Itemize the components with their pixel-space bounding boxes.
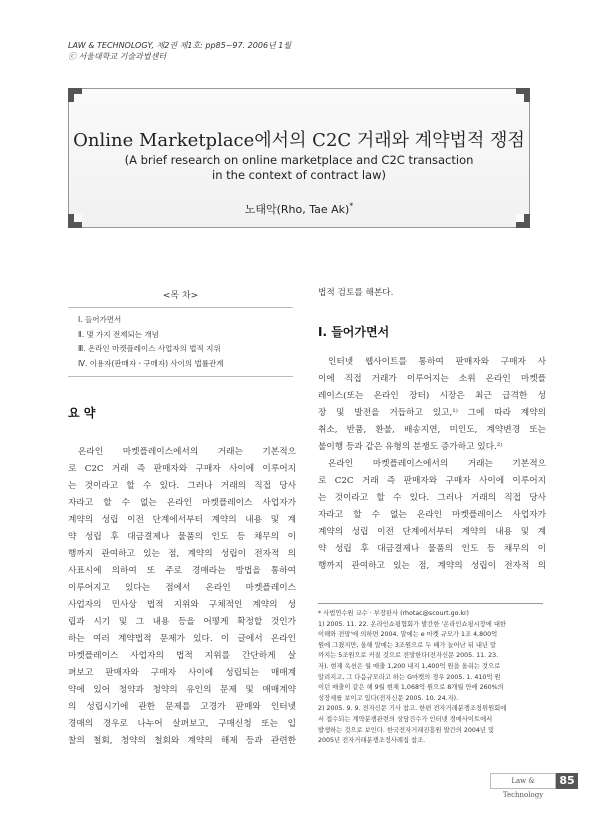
copyright-line: ⓒ 서울대학교 기술과법센터 — [68, 52, 167, 61]
text-line: 온라인 마켓플레이스에서의 거래는 기본적으 — [328, 459, 546, 469]
text-line: 자라고 할 수 없는 온라인 마켓플레이스 사업자가 — [68, 498, 296, 508]
page-footer — [490, 773, 576, 799]
author — [69, 201, 529, 217]
footnote-line: 알려지고, 그 다음규모라고 하는 G마켓의 경우 2005. 1. 410억 원 — [318, 673, 501, 681]
footnote-line: 원에 그쳤지만, 올해 말에는 3조원으로 두 배가 늘어난 뒤 내년 말 — [318, 641, 497, 649]
text-line: 의 성립시기에 관한 문제를 고경가 판매와 인터넷 — [68, 702, 296, 712]
text-line: 립과 시기 및 그 내용 등을 어떻게 확정할 것인가 — [68, 617, 296, 627]
footnote-line: 발생하는 것으로 보인다. 한국전자거래진흥원 발간의 2004년 및 — [318, 726, 495, 734]
text-line: 법적 검토를 해본다. — [318, 288, 394, 298]
text-line: 는 것이라고 할 수 있다. 그러나 거래의 직접 당사 — [318, 493, 546, 503]
text-line: 계약의 성립 이전 단계에서부터 계약의 내용 및 계 — [68, 515, 296, 525]
journal-citation: LAW & TECHNOLOGY, 제2권 제1호: pp85~97. 2006년 1월 — [68, 41, 292, 50]
footnote-line: 이해와 전망'에 의하면 2004. 말에는 e 마켓 규모가 1조 4,800억 — [318, 631, 498, 639]
right-continuation — [318, 285, 546, 302]
footnote-line: 1) 2005. 11. 22. 온라인쇼핑협회가 발간한 '온라인쇼핑시장에 대한 — [318, 620, 506, 628]
page-number: 85 — [556, 773, 578, 789]
toc-item: Ⅲ. 온라인 마켓플레이스 사업자의 법적 지위 — [78, 344, 221, 353]
text-line: 계약의 성립 이전 단계에서부터 계약의 내용 및 계 — [318, 527, 546, 537]
toc-item: Ⅱ. 몇 가지 전제되는 개념 — [78, 329, 159, 339]
footnotes — [318, 609, 546, 747]
subtitle-line: (A brief research on online marketplace and C2C transaction — [124, 153, 474, 167]
text-line: 약 성립 후 대금결제나 물품의 인도 등 채무의 이 — [68, 532, 296, 542]
corner-ornament — [68, 88, 82, 102]
footnote-line: 2005년 전자거래분쟁조정사례집 참조. — [318, 737, 426, 745]
subtitle-line: in the context of contract law) — [212, 168, 386, 182]
text-line: 행까지 관여하고 있는 점, 계약의 성립이 전자적 의 — [68, 549, 296, 559]
abstract-heading: 요 약 — [68, 406, 96, 420]
text-line: 자라고 할 수 없는 온라인 마켓플레이스 사업자가 — [318, 510, 546, 520]
title-box — [68, 88, 530, 228]
text-line: 하는 여러 계약법적 문제가 있다. 이 글에서 온라인 — [68, 634, 296, 644]
toc-item: Ⅳ. 이용자(판매자ㆍ구매자) 사이의 법률관계 — [78, 358, 224, 368]
journal-header — [68, 40, 291, 62]
footnote-line: 2) 2005. 9. 9. 전자신문 기사 참고. 한편 전자거래분쟁조정위원회에 — [318, 705, 507, 713]
footnote-line: 까지는 5조원으로 커질 것으로 전망한다(전자신문 2005. 11. 23. — [318, 652, 499, 660]
paper-title: Online Marketplace에서의 C2C 거래와 계약법적 쟁점 — [73, 130, 525, 151]
footnote-line: 이던 매출이 같은 해 9월 현재 1,068억 원으로 8개월 만에 260%의 — [318, 684, 504, 692]
text-line: 취소, 반품, 환불, 배송지연, 미인도, 계약변경 또는 — [318, 425, 546, 435]
text-line: 행까지 관여하고 있는 점, 계약의 성립이 전자적 의 — [318, 561, 546, 571]
toc-item: Ⅰ. 들어가면서 — [78, 315, 122, 324]
text-line: 는 것이라고 할 수 있다. 그러나 거래의 직접 당사 — [68, 481, 296, 491]
text-line: 마켓플레이스 사업자의 법적 지위를 간단하게 살 — [68, 651, 296, 661]
text-line: 펴보고 판매자와 구매자 사이에 성립되는 매매계 — [68, 668, 296, 678]
text-line: 레이스(또는 온라인 장터) 시장은 최근 급격한 성 — [318, 391, 546, 401]
text-line: 이루어지고 있다는 점에서 온라인 마켓플레이스 — [68, 583, 296, 593]
abstract-body — [68, 444, 296, 750]
author-footnote-mark: * — [349, 201, 354, 211]
author-name: 노태악(Rho, Tae Ak) — [244, 203, 350, 216]
divider — [68, 307, 293, 308]
text-line: 장 및 발전을 거듭하고 있고,¹⁾ 그에 따라 계약의 — [318, 408, 546, 418]
text-line: 로 C2C 거래 즉 판매자와 구매자 사이에 이루어지 — [68, 464, 296, 474]
footnote-line: * 사법연수원 교수 · 부장판사 (rhotac@scourt.go.kr) — [318, 610, 470, 617]
corner-ornament — [516, 88, 530, 102]
text-line: 찰의 철회, 청약의 철회와 계약의 해제 등과 관련한 — [68, 736, 296, 746]
footnote-line: 서 접수되는 계약분쟁관련의 상담건수가 인터넷 경매사이트에서 — [318, 715, 493, 723]
footer-journal-label: Law & Technology — [490, 773, 556, 789]
paper-subtitle — [69, 153, 529, 183]
toc-heading: <목 차> — [162, 291, 199, 301]
text-line: 사표시에 의하여 또 주로 경매라는 방법을 통하여 — [68, 566, 296, 576]
text-line: 약에 있어 청약과 청약의 유인의 문제 및 매매계약 — [68, 685, 296, 695]
footnote-line: 자). 현재 옥션은 월 매출 1,200 내지 1,400억 원을 올리는 것으로 — [318, 662, 501, 670]
footnote-line: 성장세를 보이고 있다(전자신문 2005. 10. 24.자). — [318, 694, 459, 702]
table-of-contents — [68, 288, 293, 383]
text-line: 온라인 마켓플레이스에서의 거래는 기본적으 — [78, 447, 296, 457]
text-line: 이에 직접 거래가 이루어지는 소위 온라인 마켓플 — [318, 374, 546, 384]
intro-body — [318, 354, 546, 575]
footnote-divider — [318, 603, 543, 604]
text-line: 사업자의 민사상 법적 지위와 구체적인 계약의 성 — [68, 600, 296, 610]
text-line: 로 C2C 거래 즉 판매자와 구매자 사이에 이루어지 — [318, 476, 546, 486]
text-line: 경매의 경우로 나누어 살펴보고, 구매신청 또는 입 — [68, 719, 296, 729]
text-line: 불이행 등과 같은 유형의 분쟁도 증가하고 있다.²⁾ — [318, 442, 503, 452]
text-line: 인터넷 웹사이트를 통하여 판매자와 구매자 사 — [328, 357, 546, 367]
divider — [68, 376, 293, 377]
text-line: 약 성립 후 대금결제나 물품의 인도 등 채무의 이 — [318, 544, 546, 554]
section-heading-intro: Ⅰ. 들어가면서 — [318, 325, 390, 339]
